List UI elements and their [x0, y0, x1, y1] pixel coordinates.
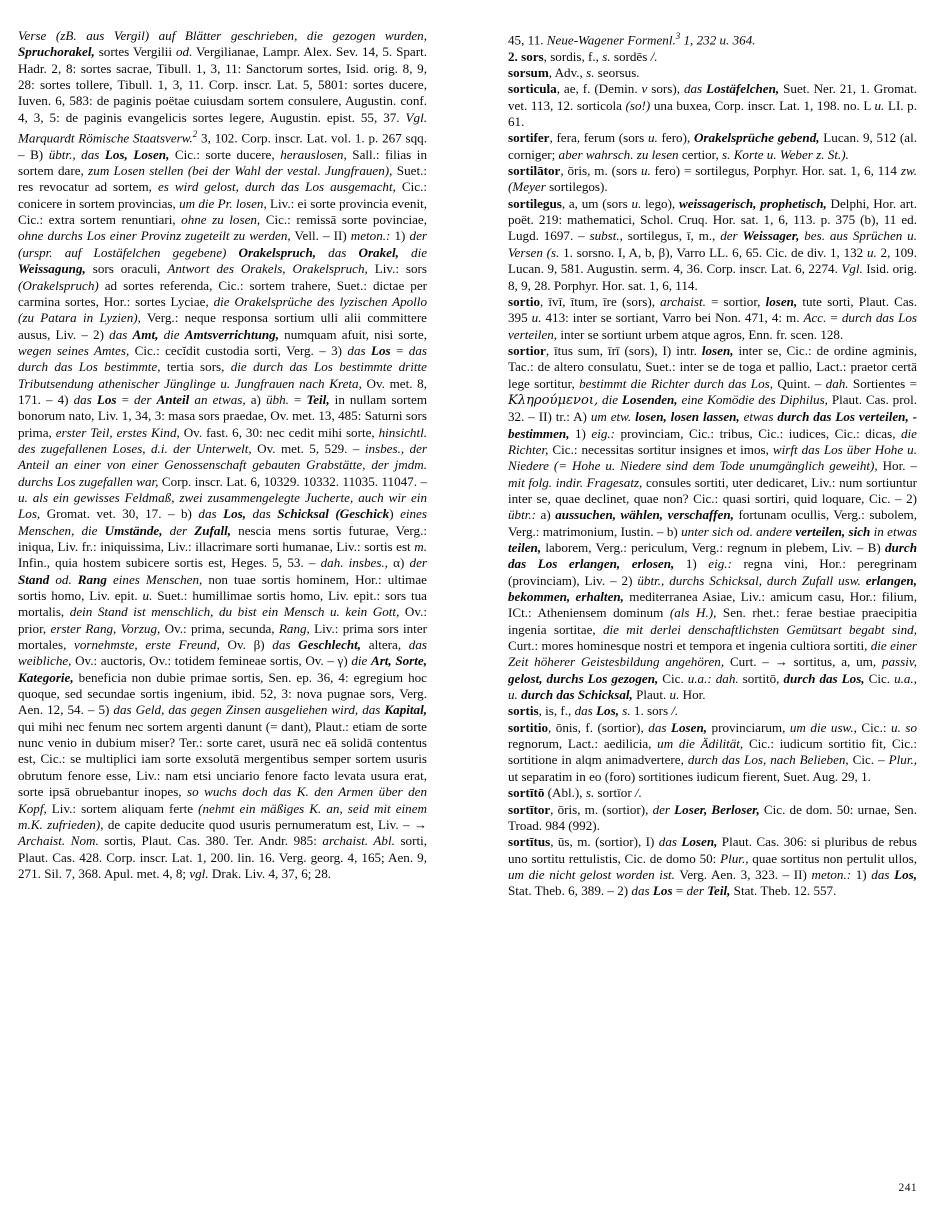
dictionary-entry: sorticula, ae, f. (Demin. v sors), das Lostäfelchen, Suet. Ner. 21, 1. Gromat. vet. 113, 12. sorticola (so!) una buxea, Corp. inscr. Lat. 1, 198. no. L u. LI. p. 61. [508, 81, 918, 130]
dictionary-entry: sortio, īvī, ītum, īre (sors), archaist. = sortior, losen, tute sorti, Plaut. Cas. 395 u. 413: inter se sortiant, Varro bei Non. 471, 4: m. Acc. = durch das Los verteilen, inter se sortiunt urbem atque agros, Enn. fr. scen. 128. [508, 293, 918, 342]
dictionary-entry: sortilegus, a, um (sors u. lego), weissagerisch, prophetisch, Delphi, Hor. art. poët. 219: mathematici, Schol. Cruq. Hor. sat. 1, 6, 113. p. 375 (b), 11 ed. Lugd. 1697. – subst., sortilegus, ī, m., der Weissager, bes. aus Sprüchen u. Versen (s. 1. sorsno. I, A, b, β), Varro LL. 6, 65. Cic. de div. 1, 132 u. 2, 109. Lucan. 9, 581. Augustin. serm. 4, 36. Corp. inscr. Lat. 6, 2274. Vgl. Isid. orig. 8, 9, 28. Porphyr. Hor. sat. 1, 6, 114. [508, 195, 918, 293]
dictionary-entry: sortītō (Abl.), s. sortīor /. [508, 785, 642, 801]
dictionary-entry: sortitio, ōnis, f. (sortior), das Losen, provinciarum, um die usw., Cic.: u. so regnorum, Lact.: aedilicia, um die Ädilität, Cic.: iudicum sortitio fit, Cic.: sortitione in alqm animadvertere, durch das Los, nach Belieben, Cic. – Plur., ut separatim in eo (foro) sortitiones iudicum fierent, Suet. Aug. 29, 1. [508, 719, 918, 784]
dictionary-entry: sortifer, fera, ferum (sors u. fero), Orakelsprüche gebend, Lucan. 9, 512 (al. corniger; aber wahrsch. zu lesen certior, s. Korte u. Weber z. St.). [508, 130, 917, 162]
dictionary-entry: 45, 11. Neue-Wagener Formenl.$^3$ 1, 232 u. 364. [508, 31, 756, 48]
dictionary-entry: sorsum, Adv., s. seorsus. [508, 65, 640, 81]
page-number: 241 [898, 1182, 917, 1194]
right-text-column [508, 28, 917, 900]
two-column-text-body [18, 28, 917, 900]
dictionary-entry: sortītor, ōris, m. (sortior), der Loser, Berloser, Cic. de dom. 50: urnae, Sen. Troad. 984 (992). [508, 801, 917, 833]
dictionary-entry: sortior, ītus sum, īrī (sors), I) intr. losen, inter se, Cic.: de ordine agminis, Tac.: de altero consulatu, Suet.: inter se de toga et pallio, Lact.: praetor certā lege sortitur, bestimmt die Richter durch das Los, Quint. – dah. Sortientes = Κληρούμενοι, die Losenden, eine Komödie des Diphilus, Plaut. Cas. prol. 32. – II) tr.: A) um etw. losen, losen lassen, etwas durch das Los verteilen, -bestimmen, 1) eig.: provinciam, Cic.: tribus, Cic.: iudices, Cic.: dicas, die Richter, Cic.: necessitas sortitur insignes et imos, wirft das Los über Hohe u. Niedere (= Hohe u. Niedere sind dem Tode unumgänglich geweiht), Hor. – mit folg. indir. Fragesatz, consules sortiti, uter dedicaret, Liv.: num sortiuntur inter se, quae declinet, quae non? Cic.: quasi sortiri, quid loquare, Cic. – 2) übtr.: a) aussuchen, wählen, verschaffen, fortunam ocullis, Verg.: subolem, Verg.: matrimonium, Iustin. – b) unter sich od. andere verteilen, sich in etwas teilen, laborem, Verg.: periculum, Verg.: regnum in plebem, Liv. – B) durch das Los erlangen, erlosen, 1) eig.: regna vini, Hor.: peregrinam (provinciam), Liv. – 2) übtr., durchs Schicksal, durch Zufall usw. erlangen, bekommen, erhalten, mediterranea Asiae, Liv.: amicum casu, Hor.: filium, ICt.: Atheniensem dominum (als H.), Sen. rhet.: ferae bestiae praecipitia ingenia sortitae, die mit derlei denschaftlichsten Gemütsart begabt sind, Curt.: mores hominesque nostri et tempora et ingenia cultiora sortiti, die einer Zeit höherer Geistesbildung angehören, Curt. – → sortitus, a, um, passiv, gelost, durchs Los gezogen, Cic. u.a.: dah. sortitō, durch das Los, Cic. u.a., u. durch das Schicksal, Plaut. u. Hor. [508, 342, 918, 703]
dictionary-entry: sortilātor, ōris, m. (sors u. fero) = sortilegus, Porphyr. Hor. sat. 1, 6, 114 zw. (Meyer sortilegos). [508, 163, 917, 195]
dictionary-entry: sortis, is, f., das Los, s. 1. sors /. [508, 703, 679, 719]
dictionary-entry: Verse (zB. aus Vergil) auf Blätter geschrieben, die gezogen wurden, Spruchorakel, sortes Vergilii od. Vergilianae, Lampr. Alex. Sev. 14, 5. Spart. Hadr. 2, 8: sortes sacrae, Tibull. 1, 3, 11: Sanctorum sortes, Isid. orig. 8, 9, 28: sortes tollere, Tibull. 1, 3, 11. Corp. inscr. Lat. 5, 5801: sortes ducere, Iuven. 6, 583: de paginis poëtae cuiusdam sortem consulere, Augustin. conf. 4, 3, 5: de paginis evangelicis sortes legere, Augustin. epist. 55, 37. Vgl. Marquardt Römische Staatsverw.$^2$ 3, 102. Corp. inscr. Lat. vol. 1. p. 267 sqq. – B) übtr., das Los, Losen, Cic.: sorte ducere, herauslosen, Sall.: filias in sortem dare, zum Losen stellen (bei der Wahl der vestal. Jungfrauen), Suet.: res revocatur ad sortem, es wird gelost, durch das Los ausgemacht, Cic.: conicere in sortem provincias, um die Pr. losen, Liv.: ei sorte provincia evenit, Cic.: extra sortem renuntiari, ohne zu losen, Cic.: remissā sorte povinciae, ohne durchs Los einer Provinz zugeteilt zu werden, Vell. – II) meton.: 1) der (urspr. auf Lostäfelchen gegebene) Orakelspruch, das Orakel, die Weissagung, sors oraculi, Antwort des Orakels, Orakelspruch, Liv.: sors (Orakelspruch) ad sortes referenda, Cic.: sortem trahere, Suet.: dictae per carmina sortes, Hor.: sortes Lyciae, die Orakelsprüche des lyzischen Apollo (zu Patara in Lyzien), Verg.: neque responsa sortium ulli alii committere ausus, Liv. – 2) das Amt, die Amtsverrichtung, numquam afuit, nisi sorte, wegen seines Amtes, Cic.: cecĭdit custodia sorti, Verg. – 3) das Los = das durch das Los bestimmte, tertia sors, die durch das Los bestimmte dritte Tributsendung athenischer Jünglinge u. Jungfrauen nach Kreta, Ov. met. 8, 171. – 4) das Los = der Anteil an etwas, a) übh. = Teil, in nullam sortem bonorum nato, Liv. 1, 34, 3: masa sors praedae, Ov. met. 13, 485: Saturni sors prima, erster Teil, erstes Kind, Ov. fast. 6, 30: nec cedit mihi sorte, hinsichtl. des zugefallenen Loses, d.i. der Unterwelt, Ov. met. 5, 529. – insbes., der Anteil an einer von einer Genossenschaft gebauten Grabstätte, der jmdm. durchs Los zugefallen war, Corp. inscr. Lat. 6, 10329. 10332. 11035. 11047. – u. als ein gewisses Feldmaß, zwei zusammengelegte Jucherte, auch wir ein Los, Gromat. vet. 30, 17. – b) das Los, das Schicksal (Geschick) eines Menschen, die Umstände, der Zufall, nescia mens sortis futurae, Verg.: iniqua, Liv. fr.: iniquissima, Liv.: illacrimare sorti humanae, Liv.: sortis est m. Infin., quia hostem subicere sortis est, Heges. 5, 53. – dah. insbes., α) der Stand od. Rang eines Menschen, non tuae sortis hominem, Hor.: ultimae sortis homo, Liv. epit. u. Suet.: humillimae sortis homo, Liv. epit.: sors tua mortalis, dein Stand ist menschlich, du bist ein Mensch u. kein Gott, Ov.: prior, erster Rang, Vorzug, Ov.: prima, secunda, Rang, Liv.: prima sors inter mortales, vornehmste, erste Freund, Ov. β) das Geschlecht, altera, das weibliche, Ov.: auctoris, Ov.: totidem femineae sortis, Ov. – γ) die Art, Sorte, Kategorie, beneficia non dubie primae sortis, Sen. ep. 36, 4: egregium hoc quoque, sed secundae sortis ingenium, ibid. 52, 3: nova pugnae sors, Verg. Aen. 12, 54. – 5) das Geld, das gegen Zinsen ausgeliehen wird, das Kapital, qui mihi nec fenum nec sortem argenti danunt (= dant), Plaut.: etiam de sorte nunc venio in dubium miser? Ter.: sorte caret, usurā nec eā solidā contentus est, Cic.: se multiplici iam sorte exsolutā mergentibus semper sortem usuris obrutum fenore esse, Liv.: nam etsi unciario fenore facto levata usura erat, sorte ipsā obruebantur inopes, so wuchs doch das K. den Armen über den Kopf, Liv.: sortem aliquam ferte (nehmt ein mäßiges K. an, seid mit einem m.K. zufrieden), de capite deducite quod usuris pernumeratum est, Liv. – → Archaist. Nom. sortis, Plaut. Cas. 380. Ter. Andr. 985: archaist. Abl. sorti, Plaut. Cas. 428. Corp. inscr. Lat. 1, 200. lin. 16. Verg. georg. 4, 165; Aen. 9, 271. Sil. 7, 368. Apul. met. 4, 8; vgl. Drak. Liv. 4, 37, 6; 28. [18, 28, 428, 881]
dictionary-entry: 2. sors, sordis, f., s. sordēs /. [508, 48, 658, 64]
left-text-column [18, 28, 427, 882]
dictionary-entry: sortītus, ūs, m. (sortior), I) das Losen, Plaut. Cas. 306: si pluribus de rebus uno sortitu rettulistis, Cic. de domo 50: Plur., quae sortitus non pertulit ullos, um die nicht gelost worden ist. Verg. Aen. 3, 323. – II) meton.: 1) das Los, Stat. Theb. 6, 389. – 2) das Los = der Teil, Stat. Theb. 12. 557. [508, 834, 918, 899]
